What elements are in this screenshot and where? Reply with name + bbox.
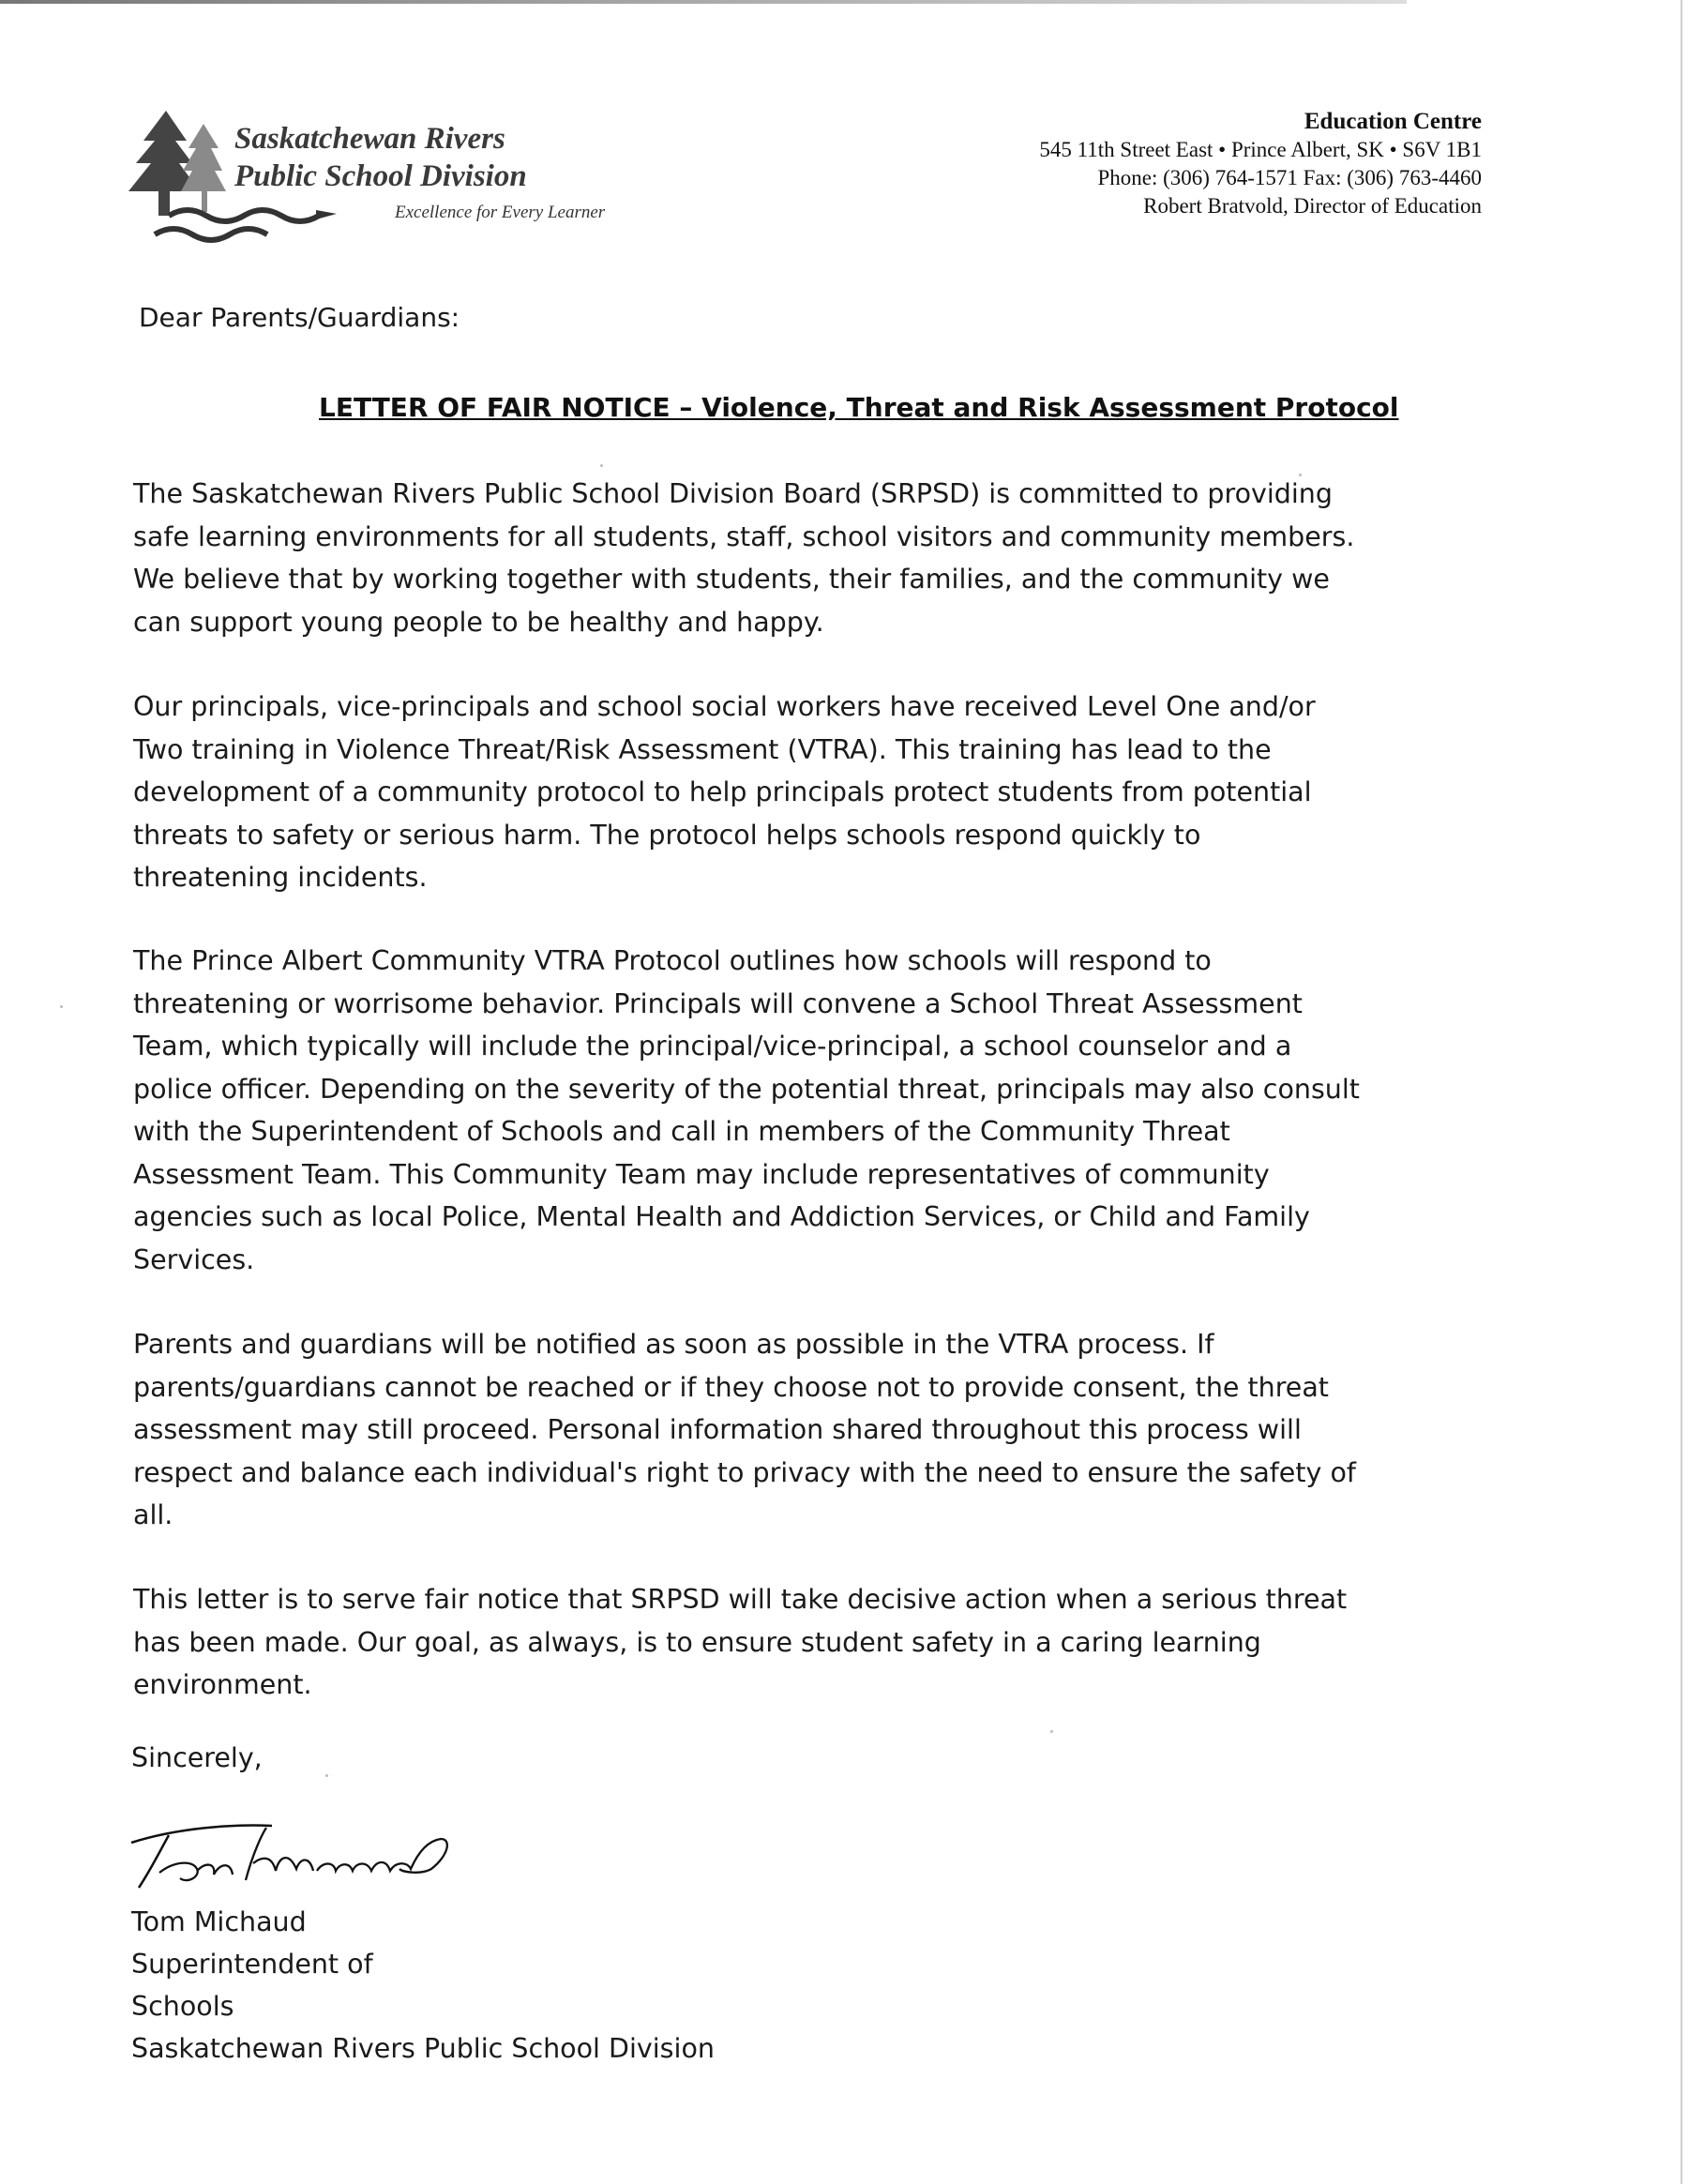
scan-edge-top <box>0 0 1407 4</box>
signatory-name: Tom Michaud <box>131 1906 307 1937</box>
paragraph-fair-notice: This letter is to serve fair notice that SRPSD will take decisive action when a serious threat has been made. Our goal, as always, is to ensure student safety in a caring learning environment. <box>133 1584 1348 1700</box>
signatory-organization: Saskatchewan Rivers Public School Division <box>131 2033 715 2064</box>
contact-block <box>1039 108 1482 220</box>
signatory-block <box>131 1901 715 2070</box>
scan-edge-right <box>1680 0 1682 2184</box>
contact-phone-fax: Phone: (306) 764-1571 Fax: (306) 763-4460 <box>1097 166 1482 189</box>
scan-speck <box>60 1005 63 1008</box>
handwritten-signature <box>122 1815 516 1899</box>
paragraph-protocol: The Prince Albert Community VTRA Protocol outlines how schools will respond to threatening or worrisome behavior. Principals will convene a School Threat Assessment Team, which typically will include the principal/vice-principal, a school counselor and a police officer. Depending on the severity of the potential threat, principals may also consult with the Superintendent of Schools and call in members of the Community Threat Assessment Team. This Community Team may include representatives of community agencies such as local Police, Mental Health and Addiction Services, or Child and Family Services. <box>133 945 1360 1275</box>
org-name-line1: Saskatchewan Rivers <box>234 122 505 156</box>
salutation: Dear Parents/Guardians: <box>139 302 460 333</box>
org-name-line2: Public School Division <box>234 159 527 193</box>
signatory-title-line2: Schools <box>131 1991 234 2022</box>
contact-director: Robert Bratvold, Director of Education <box>1143 194 1482 218</box>
scan-speck <box>325 1774 328 1777</box>
signatory-title-line1: Superintendent of <box>131 1949 373 1980</box>
scan-speck <box>1299 474 1302 476</box>
paragraph-training: Our principals, vice-principals and school social workers have received Level One and/or Two training in Violence Threat/Risk Assessment (VTRA). This training has lead to the development of a community protocol to help principals protect students from potential threats to safety or serious harm. The protocol helps schools respond quickly to threatening incidents. <box>133 691 1316 893</box>
letterhead-logo <box>117 105 680 255</box>
contact-address: 545 11th Street East • Prince Albert, SK • S6V 1B1 <box>1039 138 1482 161</box>
paragraph-notification: Parents and guardians will be notified as soon as possible in the VTRA process. If parents/guardians cannot be reached or if they choose not to provide consent, the threat assessment may still proceed. Personal information shared throughout this process will respect and balance each individual's right to privacy with the need to ensure the safety of all. <box>133 1329 1356 1530</box>
scan-speck <box>1050 1730 1053 1733</box>
letter-subject: LETTER OF FAIR NOTICE – Violence, Threat and Risk Assessment Protocol <box>319 392 1399 423</box>
org-tagline: Excellence for Every Learner <box>395 203 606 222</box>
scan-speck <box>600 464 603 467</box>
closing: Sincerely, <box>131 1742 263 1773</box>
paragraph-commitment: The Saskatchewan Rivers Public School Division Board (SRPSD) is committed to providing safe learning environments for all students, staff, school visitors and community members. We believe that by working together with students, their families, and the community we can support young people to be healthy and happy. <box>133 478 1355 638</box>
education-centre-heading: Education Centre <box>1304 109 1482 134</box>
